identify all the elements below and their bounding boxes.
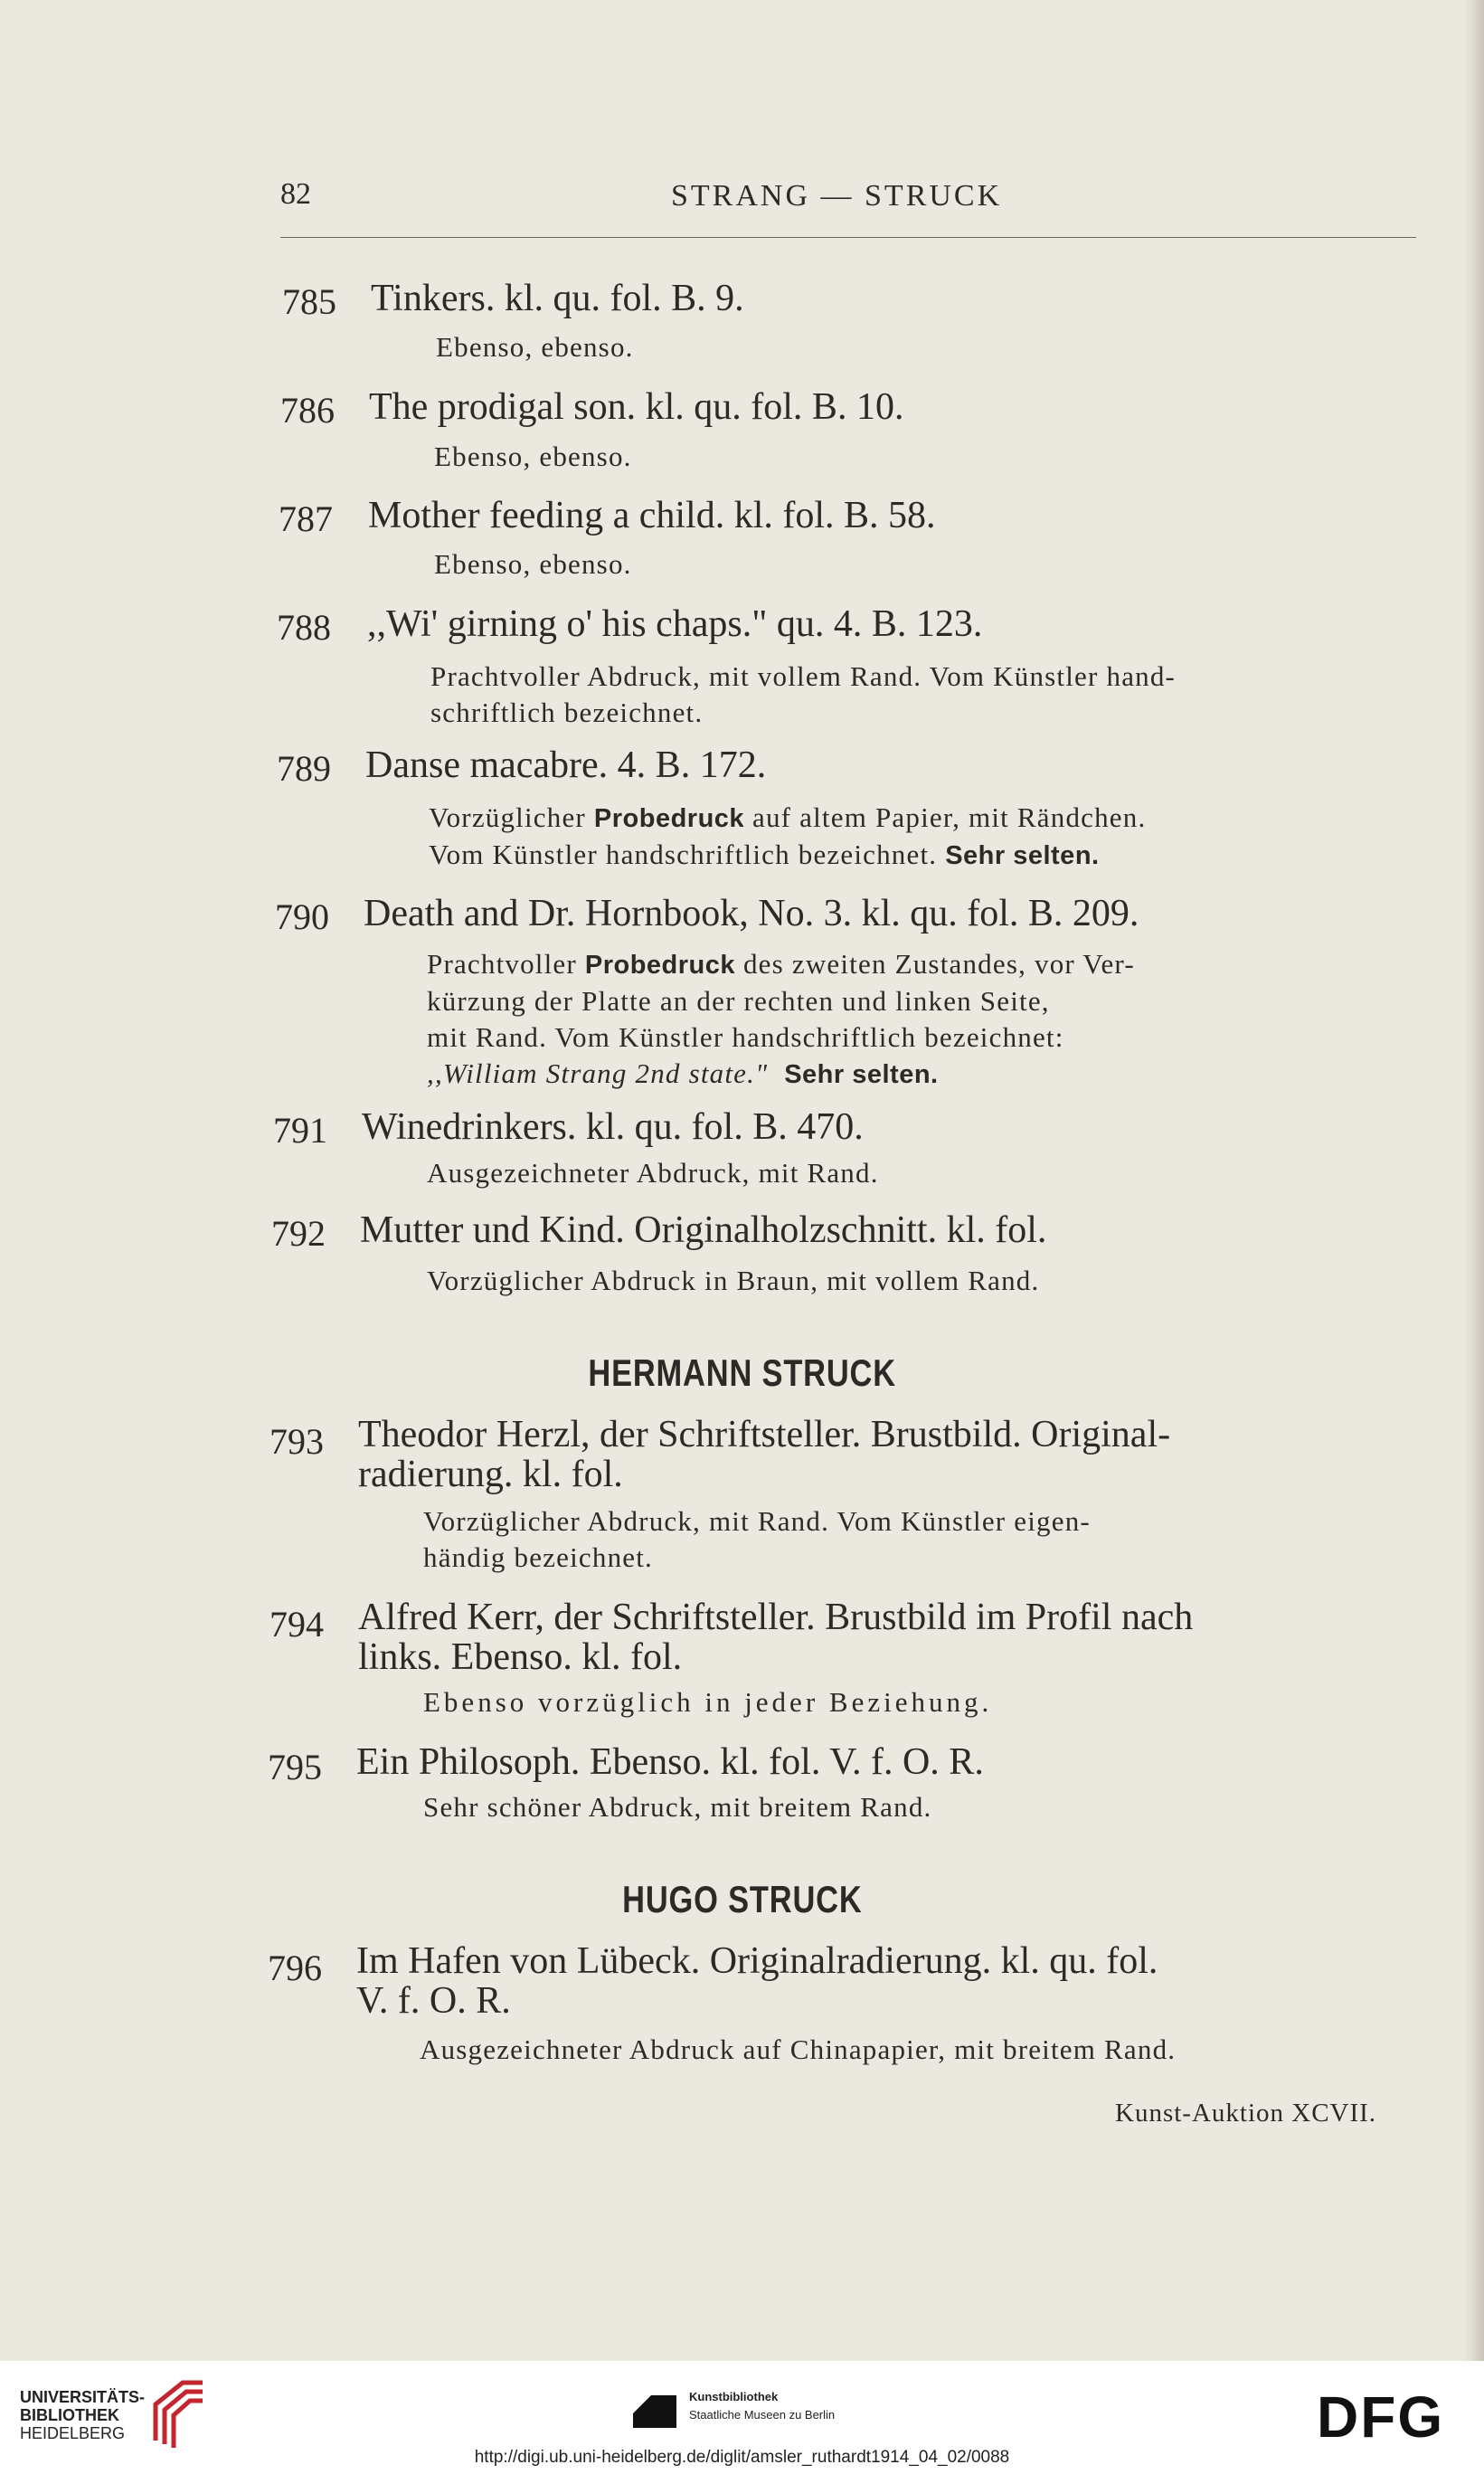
lot-description [430, 659, 1425, 731]
lot-number: 786 [280, 390, 335, 431]
desc-line: händig bezeichnet. [423, 1541, 653, 1573]
lot-description: Ebenso, ebenso. [434, 441, 632, 472]
lot-title: Ein Philosoph. Ebenso. kl. fol. V. f. O. R. [356, 1741, 984, 1783]
header-rule [280, 237, 1416, 238]
lot-number: 795 [268, 1747, 322, 1787]
lot-description: Ausgezeichneter Abdruck, mit Rand. [427, 1157, 879, 1189]
rarity-note: Sehr selten. [945, 841, 1100, 870]
ub-heidelberg-logo-text: UNIVERSITÄTS- BIBLIOTHEK HEIDELBERG [20, 2388, 146, 2442]
lot-number: 794 [269, 1604, 324, 1645]
desc-line: schriftlich bezeichnet. [430, 697, 704, 728]
page-header [280, 177, 1416, 239]
desc-line [427, 1056, 1431, 1093]
desc-line: mit Rand. Vom Künstler handschriftlich bezeichnet: [427, 1021, 1064, 1053]
probedruck-label: Probedruck [584, 951, 736, 980]
lot-title: Danse macabre. 4. B. 172. [365, 744, 767, 786]
lot-title: The prodigal son. kl. qu. fol. B. 10. [369, 386, 904, 428]
lot-title: Im Hafen von Lübeck. Originalradierung. kl. qu. fol. V. f. O. R. [356, 1940, 1158, 2022]
svg-text:DFG: DFG [1317, 2388, 1445, 2444]
desc-line: kürzung der Platte an der rechten und linken Seite, [427, 985, 1050, 1017]
lot-number: 790 [275, 896, 329, 937]
desc-line: Vom Künstler handschriftlich bezeichnet. Sehr selten. [429, 839, 1100, 870]
desc-line: Prachtvoller Probedruck des zweiten Zustandes, vor Ver- [427, 948, 1135, 980]
inscription: ,,William Strang 2nd state." [427, 1057, 769, 1089]
lot-number: 787 [279, 498, 333, 539]
lot-title: Alfred Kerr, der Schriftsteller. Brustbild im Profil nach links. Ebenso. kl. fol. [358, 1597, 1194, 1678]
ub-heidelberg-logo-icon [147, 2377, 210, 2450]
section-heading: HUGO STRUCK [621, 1878, 863, 1920]
kunstbibliothek-logo-text: Kunstbibliothek Staatliche Museen zu Berlin [689, 2390, 836, 2422]
lot-description: Ausgezeichneter Abdruck auf Chinapapier, mit breitem Rand. [420, 2033, 1177, 2065]
lot-description: Ebenso, ebenso. [436, 331, 634, 363]
rarity-note: Sehr selten. [784, 1060, 939, 1089]
lot-number: 792 [271, 1213, 326, 1254]
lot-title: Winedrinkers. kl. qu. fol. B. 470. [362, 1106, 864, 1148]
lot-number: 796 [268, 1948, 322, 1988]
lot-title: ,,Wi' girning o' his chaps." qu. 4. B. 123. [367, 603, 983, 645]
lot-description: Ebenso vorzüglich in jeder Beziehung. [423, 1686, 993, 1718]
section-heading: HERMANN STRUCK [588, 1351, 896, 1394]
lot-number: 793 [269, 1421, 324, 1462]
source-url[interactable]: http://digi.ub.uni-heidelberg.de/diglit/amsler_ruthardt1914_04_02/0088 [474, 2448, 1010, 2467]
page-edge-shadow [1464, 0, 1484, 2361]
lot-description [423, 1503, 1427, 1576]
lot-description: Ebenso, ebenso. [434, 548, 632, 580]
lot-title: Death and Dr. Hornbook, No. 3. kl. qu. fol. B. 209. [364, 893, 1139, 934]
lot-number: 788 [277, 607, 331, 648]
lot-number: 789 [277, 748, 331, 789]
desc-line: Vorzüglicher Abdruck, mit Rand. Vom Künstler eigen- [423, 1505, 1091, 1537]
running-head: STRANG — STRUCK [671, 179, 1003, 213]
desc-line: Vorzüglicher Probedruck auf altem Papier, mit Rändchen. [429, 801, 1147, 833]
lot-description: Sehr schöner Abdruck, mit breitem Rand. [423, 1791, 932, 1823]
catalog-footer: Kunst-Auktion XCVII. [1115, 2099, 1377, 2128]
page-number: 82 [280, 177, 311, 211]
lot-number: 785 [282, 281, 336, 322]
lot-title: Tinkers. kl. qu. fol. B. 9. [371, 278, 744, 319]
lot-description: Vorzüglicher Abdruck in Braun, mit vollem Rand. [427, 1265, 1040, 1296]
probedruck-label: Probedruck [593, 804, 745, 833]
lot-title: Mutter und Kind. Originalholzschnitt. kl. fol. [360, 1209, 1047, 1251]
lot-title: Mother feeding a child. kl. fol. B. 58. [368, 495, 936, 536]
lot-description [427, 946, 1431, 1093]
kunstbibliothek-logo-icon [633, 2386, 676, 2430]
lot-number: 791 [273, 1110, 327, 1151]
lot-description [429, 800, 1432, 874]
desc-line: Prachtvoller Abdruck, mit vollem Rand. Vom Künstler hand- [430, 660, 1177, 692]
lot-title: Theodor Herzl, der Schriftsteller. Brustbild. Original- radierung. kl. fol. [358, 1414, 1171, 1495]
dfg-logo [1317, 2388, 1461, 2444]
